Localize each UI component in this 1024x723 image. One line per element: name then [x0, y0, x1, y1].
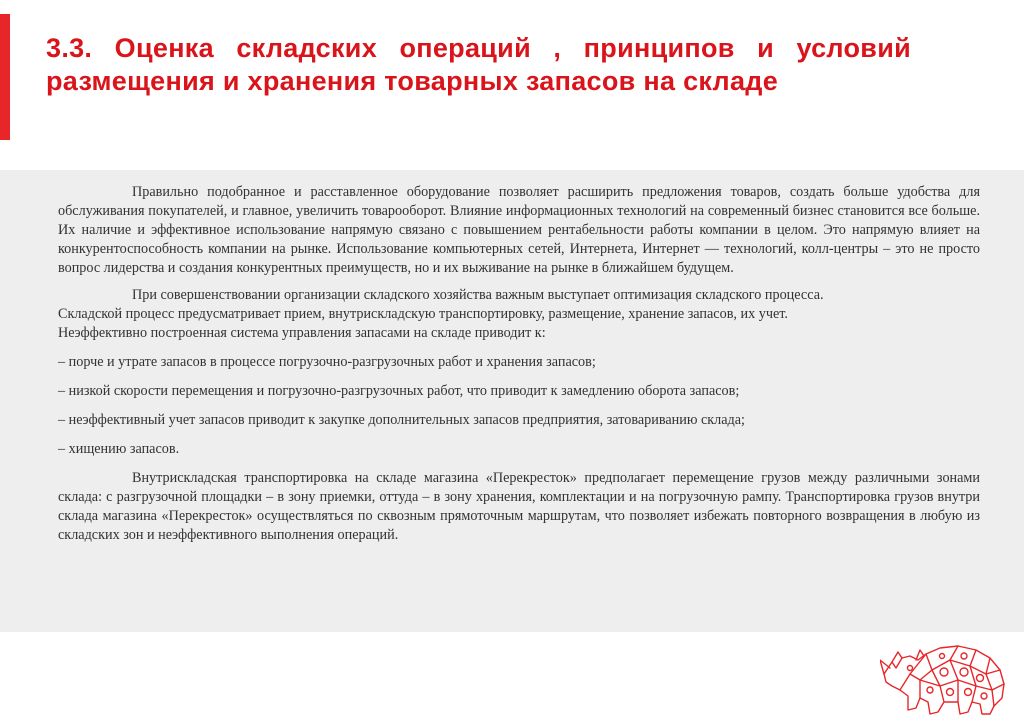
paragraph-leads-to: Неэффективно построенная система управления запасами на складе приводит к: [58, 325, 546, 341]
slide-title: 3.3. Оценка складских операций , принципов и условий размещения и хранения товарных запасов на складе [46, 33, 911, 96]
list-item: – порче и утрате запасов в процессе погрузочно-разгрузочных работ и хранения запасов; [58, 354, 596, 370]
list-item: – низкой скорости перемещения и погрузочно-разгрузочных работ, что приводит к замедлению оборота запасов; [58, 383, 740, 399]
paragraph-transport: Внутрискладская транспортировка на складе магазина «Перекресток» предполагает перемещение грузов между различными зонами склада: с разгрузочной площадки – в зону приемки, оттуда – в зону хранения, комплектации и на погрузочную рампу. Транспортировка грузов внутри склада магазина «Перекресток» осуществляться по сквозным прямоточным маршрутам, что позволяет избежать повторного возвращения в любую из складских зон и неэффективного выполнения операций. [58, 470, 980, 543]
paragraph-optimization: При совершенствовании организации складского хозяйства важным выступает оптимизация складского процесса. [132, 287, 824, 303]
paragraph-warehouse-process: Складской процесс предусматривает прием, внутрискладскую транспортировку, размещение, хранение запасов, их учет. [58, 306, 788, 322]
accent-bar [0, 14, 10, 140]
list-item: – хищению запасов. [58, 441, 180, 457]
paragraph-equipment: Правильно подобранное и расставленное оборудование позволяет расширить предложения товаров, создать больше удобства для обслуживания покупателей, и главное, увеличить товарооборот. Влияние информационных технологий на современный бизнес становится все больше. Их наличие и эффективное использование напрямую связано с повышением рентабельности работы компании в целом. Это напрямую влияет на конкурентоспособность компании на рынке. Использование компьютерных сетей, Интернета, Интернет — технологий, колл-центры – это не просто вопрос лидерства и создания конкурентных преимуществ, но и их выживание на рынке в ближайшем будущем. [58, 184, 980, 276]
list-item: – неэффективный учет запасов приводит к закупке дополнительных запасов предприятия, затовариванию склада; [58, 412, 745, 428]
body-text [58, 183, 980, 545]
rhino-icon [880, 640, 1012, 718]
